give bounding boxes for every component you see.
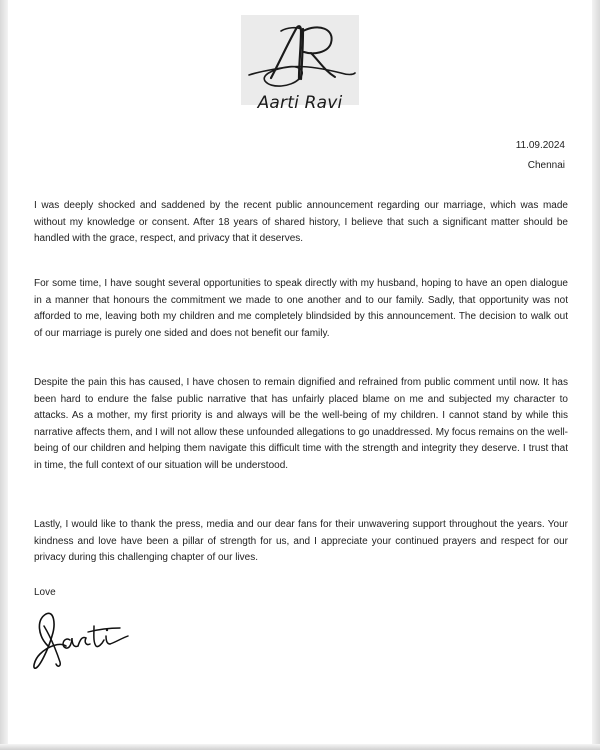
signature-icon [30, 606, 142, 672]
ar-monogram-icon [241, 15, 359, 105]
closing-salutation: Love [34, 587, 56, 598]
paragraph-1: I was deeply shocked and saddened by the recent public announcement regarding our marriage, which was made without my knowledge or consent. After 18 years of shared history, I believe that such a significant matter should be handled with the grace, respect, and privacy that it deserves. [34, 200, 568, 244]
paragraph-3: Despite the pain this has caused, I have chosen to remain dignified and refrained from public comment until now. It has been hard to endure the false public narrative that has unfairly placed blame on me and subjected my character to attacks. As a mother, my first priority is and always will be the well-being of my children. I cannot stand by while this narrative affects them, and I will not allow these unfounded allegations to go unaddressed. My focus remains on the well-being of our children and helping them navigate this difficult time with the strength and integrity they deserve. I trust that in time, the full context of our situation will be understood. [34, 377, 569, 471]
page-edge-bottom [0, 744, 600, 750]
letter-date: 11.09.2024 [515, 140, 565, 151]
paragraph-2: For some time, I have sought several opportunities to speak directly with my husband, hoping to have an open dialogue in a manner that honours the commitment we made to one another and to our family. Sadly, that opportunity was not afforded to me, leaving both my children and me completely blindsided by this announcement. The decision to walk out of our marriage is purely one sided and does not benefit our family. [34, 278, 568, 339]
letterhead-name: Aarti Ravi [257, 93, 343, 113]
paragraph-4: Lastly, I would like to thank the press, media and our dear fans for their unwavering support throughout the years. Your kindness and love have been a pillar of strength for us, and I appreciate your continued prayers and respect for our privacy during this challenging chapter of our lives. [34, 519, 568, 563]
monogram-logo [241, 15, 359, 105]
letter-place: Chennai [527, 160, 565, 171]
handwritten-signature [30, 606, 142, 672]
